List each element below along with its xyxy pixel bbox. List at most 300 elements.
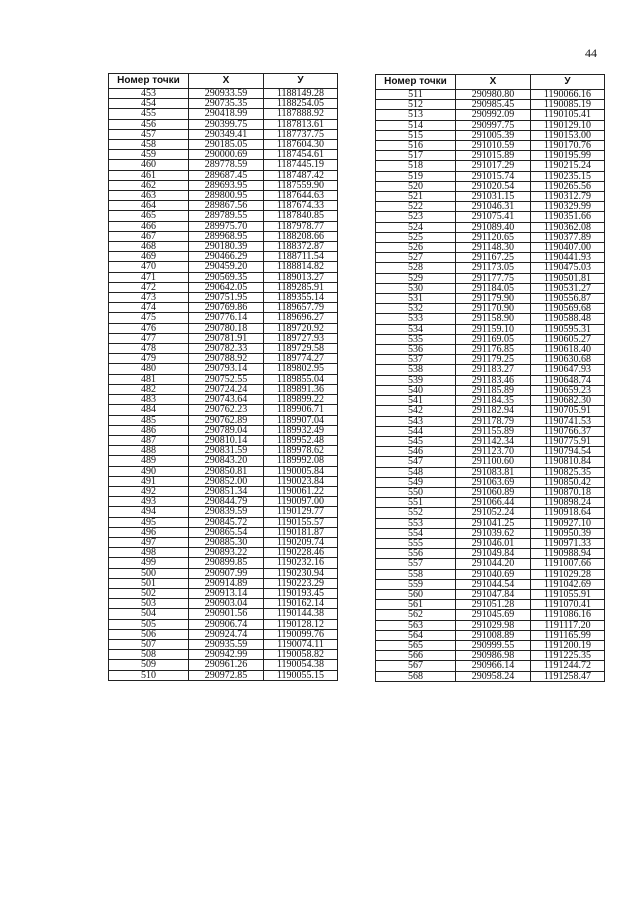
- table-row: [109, 242, 338, 252]
- cell-point-number: 544: [376, 426, 456, 436]
- cell-point-number: 555: [376, 538, 456, 548]
- cell-y: 1188149.28: [264, 89, 338, 99]
- cell-point-number: 522: [376, 202, 456, 212]
- cell-x: 290185.05: [189, 140, 264, 150]
- cell-x: 290958.24: [456, 671, 531, 681]
- header-y: У: [531, 75, 605, 90]
- table-row: [109, 395, 338, 405]
- cell-y: 1190061.22: [264, 486, 338, 496]
- cell-point-number: 561: [376, 600, 456, 610]
- cell-x: 290418.99: [189, 109, 264, 119]
- cell-point-number: 453: [109, 89, 189, 99]
- cell-point-number: 475: [109, 313, 189, 323]
- table-row: [109, 425, 338, 435]
- cell-y: 1187813.61: [264, 119, 338, 129]
- cell-y: 1189932.49: [264, 425, 338, 435]
- cell-point-number: 513: [376, 110, 456, 120]
- cell-y: 1189696.27: [264, 313, 338, 323]
- cell-x: 291178.79: [456, 416, 531, 426]
- cell-y: 1190595.31: [531, 324, 605, 334]
- table-row: [109, 282, 338, 292]
- cell-x: 290845.72: [189, 517, 264, 527]
- cell-x: 291075.41: [456, 212, 531, 222]
- cell-point-number: 521: [376, 192, 456, 202]
- cell-y: 1190407.00: [531, 243, 605, 253]
- cell-x: 291039.62: [456, 528, 531, 538]
- cell-x: 291142.34: [456, 436, 531, 446]
- cell-x: 290762.89: [189, 415, 264, 425]
- cell-y: 1191055.91: [531, 589, 605, 599]
- table-row: [109, 323, 338, 333]
- table-row: [376, 467, 605, 477]
- cell-point-number: 536: [376, 345, 456, 355]
- cell-point-number: 505: [109, 619, 189, 629]
- cell-point-number: 485: [109, 415, 189, 425]
- cell-x: 289789.55: [189, 211, 264, 221]
- cell-point-number: 460: [109, 160, 189, 170]
- table-row: [376, 457, 605, 467]
- table-row: [109, 619, 338, 629]
- cell-point-number: 538: [376, 365, 456, 375]
- cell-point-number: 541: [376, 396, 456, 406]
- header-y: У: [264, 74, 338, 89]
- cell-x: 291015.74: [456, 171, 531, 181]
- cell-point-number: 549: [376, 477, 456, 487]
- table-row: [109, 140, 338, 150]
- table-row: [109, 262, 338, 272]
- cell-y: 1189355.14: [264, 293, 338, 303]
- cell-point-number: 477: [109, 333, 189, 343]
- cell-y: 1190097.00: [264, 497, 338, 507]
- cell-point-number: 503: [109, 599, 189, 609]
- cell-x: 290752.55: [189, 374, 264, 384]
- cell-point-number: 511: [376, 90, 456, 100]
- table-row: [376, 171, 605, 181]
- cell-x: 291008.89: [456, 630, 531, 640]
- cell-x: 291063.69: [456, 477, 531, 487]
- cell-y: 1190105.41: [531, 110, 605, 120]
- cell-y: 1189729.58: [264, 344, 338, 354]
- table-row: [376, 436, 605, 446]
- cell-y: 1187559.90: [264, 180, 338, 190]
- cell-y: 1189727.93: [264, 333, 338, 343]
- cell-y: 1190588.48: [531, 314, 605, 324]
- cell-x: 290852.00: [189, 476, 264, 486]
- table-row: [376, 90, 605, 100]
- table-row: [376, 110, 605, 120]
- cell-y: 1190023.84: [264, 476, 338, 486]
- cell-point-number: 565: [376, 640, 456, 650]
- cell-y: 1190618.40: [531, 345, 605, 355]
- table-row: [376, 263, 605, 273]
- table-row: [376, 620, 605, 630]
- table-row: [109, 456, 338, 466]
- cell-x: 290735.35: [189, 99, 264, 109]
- table-row: [109, 548, 338, 558]
- table-row: [109, 231, 338, 241]
- cell-x: 290743.64: [189, 395, 264, 405]
- cell-point-number: 497: [109, 537, 189, 547]
- table-row: [376, 141, 605, 151]
- cell-y: 1190682.30: [531, 396, 605, 406]
- cell-y: 1189992.08: [264, 456, 338, 466]
- cell-point-number: 463: [109, 191, 189, 201]
- table-row: [376, 283, 605, 293]
- cell-y: 1190531.27: [531, 283, 605, 293]
- cell-y: 1189952.48: [264, 435, 338, 445]
- cell-point-number: 472: [109, 282, 189, 292]
- cell-point-number: 516: [376, 141, 456, 151]
- cell-point-number: 562: [376, 610, 456, 620]
- cell-x: 291185.89: [456, 385, 531, 395]
- cell-x: 291159.10: [456, 324, 531, 334]
- cell-x: 291089.40: [456, 222, 531, 232]
- cell-point-number: 457: [109, 129, 189, 139]
- table-row: [109, 609, 338, 619]
- table-row: [109, 129, 338, 139]
- cell-point-number: 525: [376, 232, 456, 242]
- cell-point-number: 556: [376, 549, 456, 559]
- cell-point-number: 492: [109, 486, 189, 496]
- cell-y: 1190351.66: [531, 212, 605, 222]
- table-row: [109, 354, 338, 364]
- cell-y: 1188208.66: [264, 231, 338, 241]
- cell-y: 1189899.22: [264, 395, 338, 405]
- cell-x: 291177.75: [456, 273, 531, 283]
- cell-point-number: 553: [376, 518, 456, 528]
- table-row: [109, 191, 338, 201]
- cell-y: 1190377.89: [531, 232, 605, 242]
- table-row: [109, 160, 338, 170]
- cell-x: 289975.70: [189, 221, 264, 231]
- cell-point-number: 518: [376, 161, 456, 171]
- table-row: [109, 629, 338, 639]
- cell-y: 1191007.66: [531, 559, 605, 569]
- cell-y: 1191042.69: [531, 579, 605, 589]
- cell-y: 1190501.81: [531, 273, 605, 283]
- table-row: [376, 640, 605, 650]
- cell-point-number: 554: [376, 528, 456, 538]
- cell-y: 1190556.87: [531, 294, 605, 304]
- cell-y: 1189855.04: [264, 374, 338, 384]
- table-header-row: [376, 75, 605, 90]
- cell-point-number: 551: [376, 498, 456, 508]
- cell-point-number: 480: [109, 364, 189, 374]
- table-row: [109, 435, 338, 445]
- cell-y: 1190441.93: [531, 253, 605, 263]
- cell-x: 291179.25: [456, 355, 531, 365]
- cell-point-number: 471: [109, 272, 189, 282]
- cell-x: 290459.20: [189, 262, 264, 272]
- cell-point-number: 539: [376, 375, 456, 385]
- cell-point-number: 454: [109, 99, 189, 109]
- cell-x: 291029.98: [456, 620, 531, 630]
- table-row: [109, 558, 338, 568]
- cell-y: 1190129.10: [531, 120, 605, 130]
- table-row: [109, 313, 338, 323]
- cell-point-number: 498: [109, 548, 189, 558]
- cell-point-number: 491: [109, 476, 189, 486]
- cell-x: 291015.89: [456, 151, 531, 161]
- cell-point-number: 481: [109, 374, 189, 384]
- cell-x: 290966.14: [456, 661, 531, 671]
- table-row: [109, 109, 338, 119]
- cell-y: 1187454.61: [264, 150, 338, 160]
- cell-y: 1187674.33: [264, 201, 338, 211]
- cell-y: 1190195.99: [531, 151, 605, 161]
- table-row: [376, 314, 605, 324]
- cell-y: 1190181.87: [264, 527, 338, 537]
- cell-point-number: 494: [109, 507, 189, 517]
- table-row: [376, 375, 605, 385]
- cell-x: 290933.59: [189, 89, 264, 99]
- cell-y: 1188711.54: [264, 252, 338, 262]
- cell-point-number: 483: [109, 395, 189, 405]
- cell-point-number: 490: [109, 466, 189, 476]
- table-row: [109, 507, 338, 517]
- cell-x: 290399.75: [189, 119, 264, 129]
- cell-y: 1189774.27: [264, 354, 338, 364]
- cell-x: 291051.28: [456, 600, 531, 610]
- table-row: [109, 476, 338, 486]
- cell-point-number: 564: [376, 630, 456, 640]
- cell-y: 1189657.79: [264, 303, 338, 313]
- cell-y: 1190129.77: [264, 507, 338, 517]
- cell-y: 1190659.23: [531, 385, 605, 395]
- cell-point-number: 506: [109, 629, 189, 639]
- table-row: [109, 415, 338, 425]
- table-row: [109, 211, 338, 221]
- cell-point-number: 528: [376, 263, 456, 273]
- table-row: [376, 589, 605, 599]
- cell-x: 291049.84: [456, 549, 531, 559]
- cell-x: 291044.20: [456, 559, 531, 569]
- cell-y: 1190329.99: [531, 202, 605, 212]
- cell-x: 290793.14: [189, 364, 264, 374]
- cell-x: 291083.81: [456, 467, 531, 477]
- cell-point-number: 473: [109, 293, 189, 303]
- cell-x: 291020.54: [456, 181, 531, 191]
- cell-y: 1188254.05: [264, 99, 338, 109]
- cell-point-number: 560: [376, 589, 456, 599]
- cell-y: 1189013.27: [264, 272, 338, 282]
- cell-x: 289778.59: [189, 160, 264, 170]
- cell-x: 290781.91: [189, 333, 264, 343]
- table-row: [109, 527, 338, 537]
- cell-y: 1190898.24: [531, 498, 605, 508]
- cell-x: 290913.14: [189, 588, 264, 598]
- table-row: [109, 170, 338, 180]
- cell-point-number: 468: [109, 242, 189, 252]
- cell-y: 1187737.75: [264, 129, 338, 139]
- cell-x: 291046.31: [456, 202, 531, 212]
- cell-y: 1190144.38: [264, 609, 338, 619]
- cell-x: 290985.45: [456, 100, 531, 110]
- cell-y: 1189285.91: [264, 282, 338, 292]
- table-row: [376, 426, 605, 436]
- cell-point-number: 520: [376, 181, 456, 191]
- table-row: [109, 384, 338, 394]
- table-row: [109, 364, 338, 374]
- cell-y: 1187644.63: [264, 191, 338, 201]
- cell-y: 1190569.68: [531, 304, 605, 314]
- cell-x: 290980.80: [456, 90, 531, 100]
- cell-y: 1190074.11: [264, 639, 338, 649]
- table-row: [376, 120, 605, 130]
- cell-point-number: 469: [109, 252, 189, 262]
- table-row: [376, 222, 605, 232]
- table-row: [376, 477, 605, 487]
- cell-y: 1190232.16: [264, 558, 338, 568]
- cell-y: 1191225.35: [531, 651, 605, 661]
- cell-x: 290914.89: [189, 578, 264, 588]
- table-row: [376, 294, 605, 304]
- table-row: [376, 651, 605, 661]
- cell-y: 1189802.95: [264, 364, 338, 374]
- table-row: [109, 333, 338, 343]
- cell-y: 1189720.92: [264, 323, 338, 333]
- cell-y: 1187978.77: [264, 221, 338, 231]
- cell-x: 290997.75: [456, 120, 531, 130]
- table-row: [376, 518, 605, 528]
- cell-x: 290569.35: [189, 272, 264, 282]
- cell-y: 1190705.91: [531, 406, 605, 416]
- cell-point-number: 495: [109, 517, 189, 527]
- table-row: [376, 202, 605, 212]
- cell-x: 290180.39: [189, 242, 264, 252]
- cell-point-number: 466: [109, 221, 189, 231]
- table-row: [376, 345, 605, 355]
- table-row: [109, 293, 338, 303]
- page-number: 44: [585, 46, 597, 60]
- cell-y: 1190223.29: [264, 578, 338, 588]
- cell-x: 291031.15: [456, 192, 531, 202]
- cell-point-number: 527: [376, 253, 456, 263]
- cell-point-number: 493: [109, 497, 189, 507]
- cell-x: 290839.59: [189, 507, 264, 517]
- cell-point-number: 459: [109, 150, 189, 160]
- cell-y: 1190162.14: [264, 599, 338, 609]
- cell-x: 291120.65: [456, 232, 531, 242]
- cell-x: 291005.39: [456, 130, 531, 140]
- table-row: [376, 447, 605, 457]
- cell-y: 1190810.84: [531, 457, 605, 467]
- cell-y: 1190128.12: [264, 619, 338, 629]
- cell-point-number: 548: [376, 467, 456, 477]
- cell-x: 290986.98: [456, 651, 531, 661]
- cell-y: 1189978.62: [264, 446, 338, 456]
- table-row: [109, 119, 338, 129]
- cell-x: 291066.44: [456, 498, 531, 508]
- table-row: [376, 100, 605, 110]
- cell-x: 289800.95: [189, 191, 264, 201]
- table-row: [109, 517, 338, 527]
- table-row: [109, 344, 338, 354]
- table-row: [376, 579, 605, 589]
- cell-x: 290999.55: [456, 640, 531, 650]
- table-row: [376, 528, 605, 538]
- header-x: X: [189, 74, 264, 89]
- cell-y: 1190988.94: [531, 549, 605, 559]
- cell-point-number: 489: [109, 456, 189, 466]
- cell-x: 289687.45: [189, 170, 264, 180]
- table-row: [376, 192, 605, 202]
- cell-point-number: 456: [109, 119, 189, 129]
- cell-point-number: 479: [109, 354, 189, 364]
- cell-x: 290762.23: [189, 405, 264, 415]
- cell-point-number: 550: [376, 487, 456, 497]
- cell-point-number: 547: [376, 457, 456, 467]
- header-x: X: [456, 75, 531, 90]
- cell-point-number: 517: [376, 151, 456, 161]
- table-header-row: [109, 74, 338, 89]
- cell-y: 1187604.30: [264, 140, 338, 150]
- cell-point-number: 524: [376, 222, 456, 232]
- cell-x: 290843.20: [189, 456, 264, 466]
- cell-y: 1187487.42: [264, 170, 338, 180]
- cell-y: 1190155.57: [264, 517, 338, 527]
- cell-y: 1190058.82: [264, 650, 338, 660]
- cell-x: 290642.05: [189, 282, 264, 292]
- table-row: [109, 252, 338, 262]
- cell-y: 1190230.94: [264, 568, 338, 578]
- cell-x: 291123.70: [456, 447, 531, 457]
- cell-point-number: 566: [376, 651, 456, 661]
- cell-point-number: 519: [376, 171, 456, 181]
- cell-x: 290850.81: [189, 466, 264, 476]
- cell-point-number: 559: [376, 579, 456, 589]
- cell-x: 291045.69: [456, 610, 531, 620]
- cell-x: 290907.99: [189, 568, 264, 578]
- cell-y: 1190825.35: [531, 467, 605, 477]
- cell-y: 1190170.76: [531, 141, 605, 151]
- cell-point-number: 488: [109, 446, 189, 456]
- cell-point-number: 540: [376, 385, 456, 395]
- cell-y: 1187445.19: [264, 160, 338, 170]
- cell-x: 290893.22: [189, 548, 264, 558]
- coordinates-table-right: [375, 74, 605, 682]
- cell-x: 290769.86: [189, 303, 264, 313]
- cell-point-number: 482: [109, 384, 189, 394]
- table-row: [376, 487, 605, 497]
- table-row: [376, 161, 605, 171]
- cell-y: 1188372.87: [264, 242, 338, 252]
- cell-y: 1190475.03: [531, 263, 605, 273]
- cell-x: 291169.05: [456, 334, 531, 344]
- cell-y: 1190005.84: [264, 466, 338, 476]
- table-row: [376, 549, 605, 559]
- cell-x: 291100.60: [456, 457, 531, 467]
- table-row: [109, 599, 338, 609]
- cell-x: 289867.56: [189, 201, 264, 211]
- table-row: [109, 89, 338, 99]
- cell-point-number: 535: [376, 334, 456, 344]
- cell-y: 1190918.64: [531, 508, 605, 518]
- cell-y: 1190235.15: [531, 171, 605, 181]
- cell-x: 291052.24: [456, 508, 531, 518]
- cell-point-number: 500: [109, 568, 189, 578]
- cell-y: 1191165.99: [531, 630, 605, 640]
- cell-y: 1190794.54: [531, 447, 605, 457]
- cell-y: 1190055.15: [264, 670, 338, 680]
- cell-x: 291183.46: [456, 375, 531, 385]
- cell-point-number: 533: [376, 314, 456, 324]
- table-row: [109, 221, 338, 231]
- cell-point-number: 532: [376, 304, 456, 314]
- cell-y: 1190362.08: [531, 222, 605, 232]
- cell-x: 290851.34: [189, 486, 264, 496]
- cell-point-number: 523: [376, 212, 456, 222]
